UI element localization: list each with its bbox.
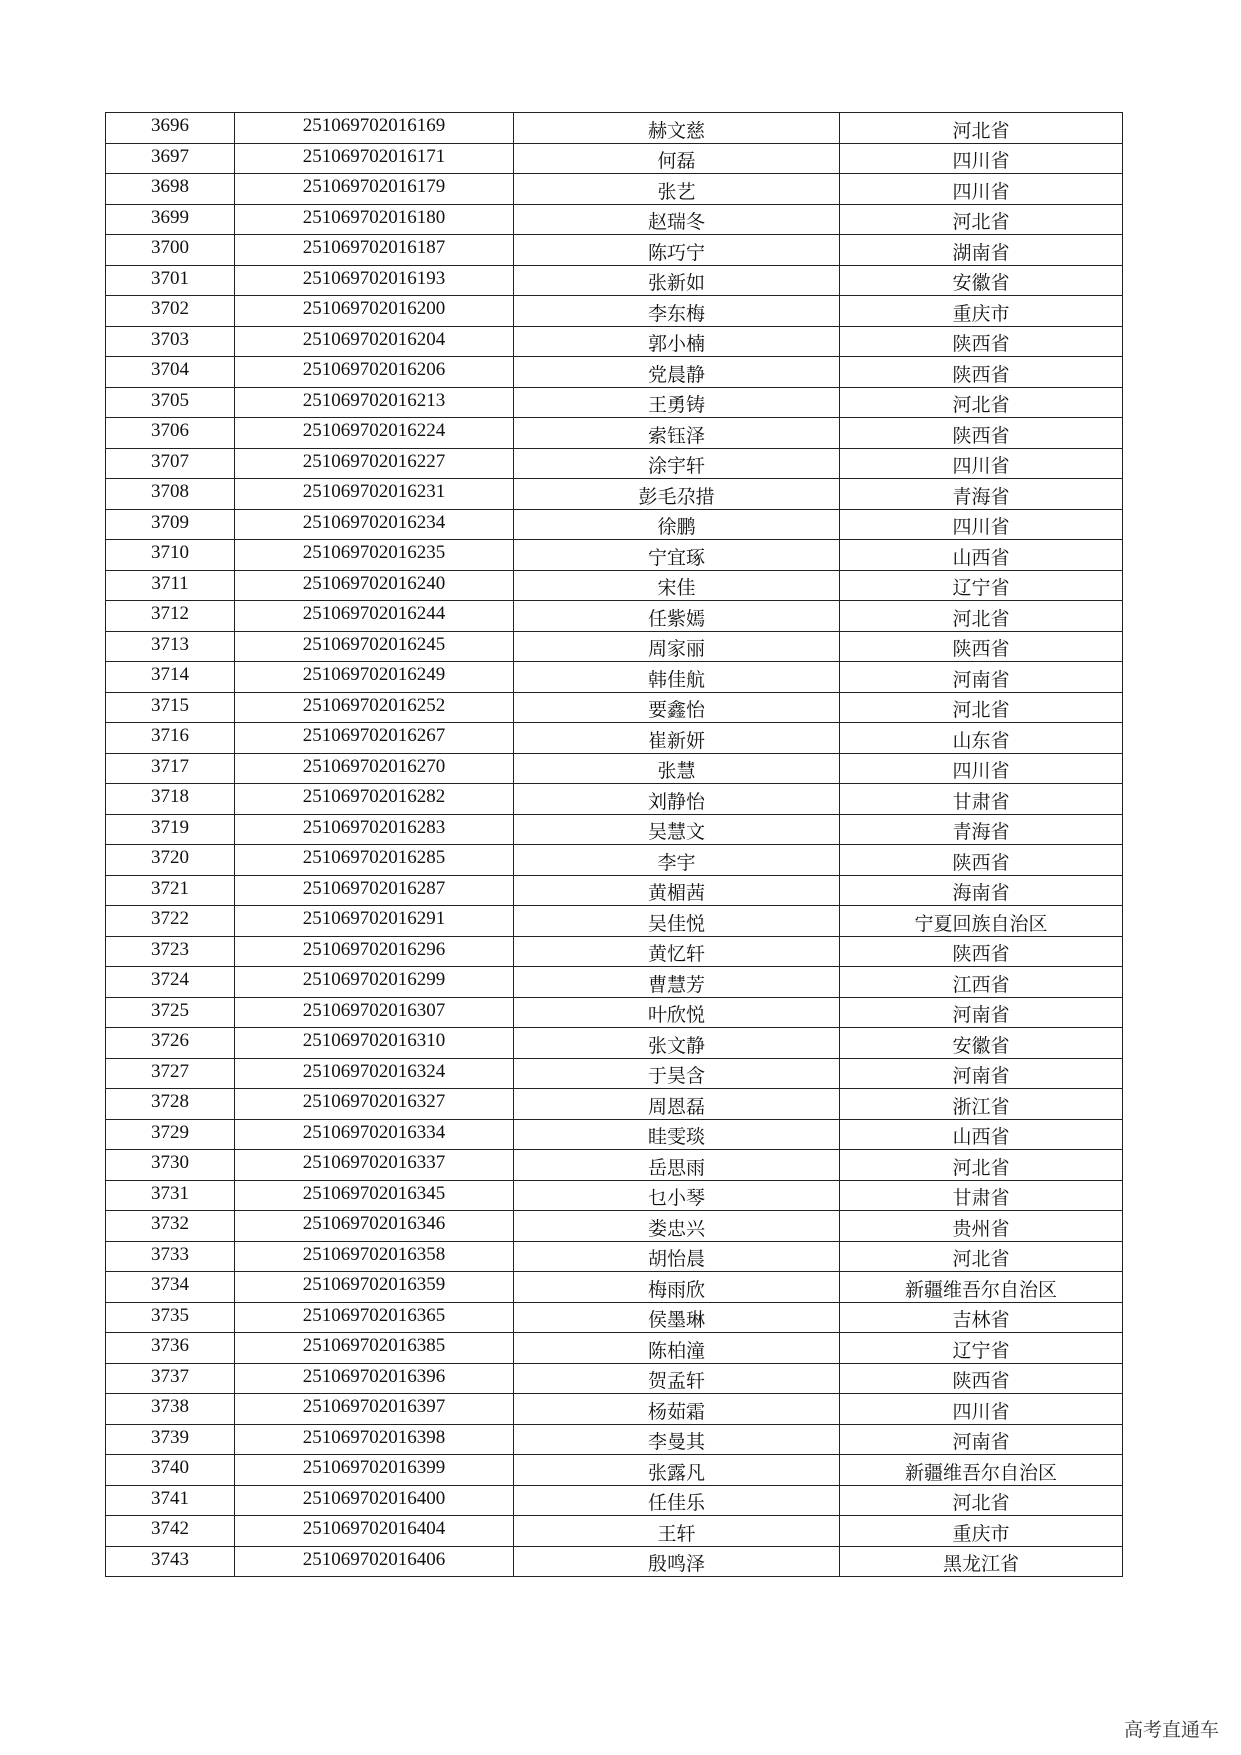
table-row [106, 357, 1123, 388]
province-cell: 贵州省 [840, 1211, 1123, 1242]
candidate-name-cell: 眭雯琰 [514, 1119, 840, 1150]
candidate-name-cell: 殷鸣泽 [514, 1546, 840, 1577]
exam-id-cell: 251069702016397 [235, 1394, 514, 1425]
candidate-name-cell: 娄忠兴 [514, 1211, 840, 1242]
row-number-cell: 3737 [106, 1363, 235, 1394]
province-cell: 河北省 [840, 1485, 1123, 1516]
table-row [106, 753, 1123, 784]
exam-id-cell: 251069702016359 [235, 1272, 514, 1303]
row-number-cell: 3721 [106, 875, 235, 906]
province-cell: 河南省 [840, 1058, 1123, 1089]
table-row [106, 418, 1123, 449]
exam-id-cell: 251069702016406 [235, 1546, 514, 1577]
exam-id-cell: 251069702016171 [235, 143, 514, 174]
table-row [106, 326, 1123, 357]
table-row [106, 906, 1123, 937]
exam-id-cell: 251069702016385 [235, 1333, 514, 1364]
row-number-cell: 3701 [106, 265, 235, 296]
exam-id-cell: 251069702016235 [235, 540, 514, 571]
province-cell: 青海省 [840, 479, 1123, 510]
table-row [106, 1211, 1123, 1242]
province-cell: 河北省 [840, 692, 1123, 723]
candidate-name-cell: 徐鹏 [514, 509, 840, 540]
table-row [106, 235, 1123, 266]
exam-id-cell: 251069702016399 [235, 1455, 514, 1486]
row-number-cell: 3724 [106, 967, 235, 998]
exam-id-cell: 251069702016244 [235, 601, 514, 632]
row-number-cell: 3740 [106, 1455, 235, 1486]
candidate-name-cell: 黄楣茜 [514, 875, 840, 906]
exam-id-cell: 251069702016231 [235, 479, 514, 510]
table-row [106, 692, 1123, 723]
candidate-name-cell: 张艺 [514, 174, 840, 205]
row-number-cell: 3726 [106, 1028, 235, 1059]
row-number-cell: 3699 [106, 204, 235, 235]
province-cell: 河南省 [840, 1424, 1123, 1455]
row-number-cell: 3722 [106, 906, 235, 937]
province-cell: 河北省 [840, 1241, 1123, 1272]
exam-id-cell: 251069702016240 [235, 570, 514, 601]
table-row [106, 509, 1123, 540]
table-row [106, 784, 1123, 815]
candidate-name-cell: 赵瑞冬 [514, 204, 840, 235]
province-cell: 四川省 [840, 753, 1123, 784]
province-cell: 甘肃省 [840, 1180, 1123, 1211]
province-cell: 吉林省 [840, 1302, 1123, 1333]
candidate-name-cell: 于昊含 [514, 1058, 840, 1089]
row-number-cell: 3712 [106, 601, 235, 632]
candidate-name-cell: 李宇 [514, 845, 840, 876]
row-number-cell: 3710 [106, 540, 235, 571]
row-number-cell: 3702 [106, 296, 235, 327]
candidate-name-cell: 赫文慈 [514, 113, 840, 144]
table-row [106, 631, 1123, 662]
province-cell: 四川省 [840, 174, 1123, 205]
table-row [106, 1363, 1123, 1394]
candidate-name-cell: 吴佳悦 [514, 906, 840, 937]
candidate-name-cell: 吴慧文 [514, 814, 840, 845]
province-cell: 河北省 [840, 601, 1123, 632]
exam-id-cell: 251069702016287 [235, 875, 514, 906]
row-number-cell: 3732 [106, 1211, 235, 1242]
table-row [106, 1455, 1123, 1486]
row-number-cell: 3716 [106, 723, 235, 754]
table-row [106, 1516, 1123, 1547]
province-cell: 重庆市 [840, 296, 1123, 327]
table-row [106, 967, 1123, 998]
exam-id-cell: 251069702016365 [235, 1302, 514, 1333]
candidate-name-cell: 何磊 [514, 143, 840, 174]
province-cell: 四川省 [840, 448, 1123, 479]
row-number-cell: 3739 [106, 1424, 235, 1455]
exam-id-cell: 251069702016296 [235, 936, 514, 967]
row-number-cell: 3734 [106, 1272, 235, 1303]
exam-id-cell: 251069702016334 [235, 1119, 514, 1150]
province-cell: 河北省 [840, 113, 1123, 144]
table-row [106, 1302, 1123, 1333]
exam-id-cell: 251069702016270 [235, 753, 514, 784]
candidate-name-cell: 乜小琴 [514, 1180, 840, 1211]
row-number-cell: 3704 [106, 357, 235, 388]
watermark-text: 高考直通车 [1123, 1719, 1219, 1741]
exam-id-cell: 251069702016398 [235, 1424, 514, 1455]
row-number-cell: 3719 [106, 814, 235, 845]
candidate-name-cell: 黄忆轩 [514, 936, 840, 967]
exam-id-cell: 251069702016200 [235, 296, 514, 327]
exam-id-cell: 251069702016206 [235, 357, 514, 388]
row-number-cell: 3718 [106, 784, 235, 815]
candidate-name-cell: 张慧 [514, 753, 840, 784]
row-number-cell: 3717 [106, 753, 235, 784]
province-cell: 山东省 [840, 723, 1123, 754]
table-row [106, 845, 1123, 876]
table-row [106, 479, 1123, 510]
row-number-cell: 3727 [106, 1058, 235, 1089]
exam-id-cell: 251069702016169 [235, 113, 514, 144]
candidate-name-cell: 彭毛尕措 [514, 479, 840, 510]
table-row [106, 1272, 1123, 1303]
row-number-cell: 3730 [106, 1150, 235, 1181]
exam-id-cell: 251069702016285 [235, 845, 514, 876]
candidate-name-cell: 刘静怡 [514, 784, 840, 815]
row-number-cell: 3711 [106, 570, 235, 601]
table-row [106, 540, 1123, 571]
province-cell: 陕西省 [840, 1363, 1123, 1394]
exam-id-cell: 251069702016282 [235, 784, 514, 815]
province-cell: 新疆维吾尔自治区 [840, 1455, 1123, 1486]
province-cell: 重庆市 [840, 1516, 1123, 1547]
province-cell: 陕西省 [840, 936, 1123, 967]
table-row [106, 1424, 1123, 1455]
exam-id-cell: 251069702016204 [235, 326, 514, 357]
row-number-cell: 3729 [106, 1119, 235, 1150]
row-number-cell: 3715 [106, 692, 235, 723]
exam-id-cell: 251069702016345 [235, 1180, 514, 1211]
candidate-name-cell: 贺孟轩 [514, 1363, 840, 1394]
row-number-cell: 3709 [106, 509, 235, 540]
province-cell: 安徽省 [840, 265, 1123, 296]
row-number-cell: 3731 [106, 1180, 235, 1211]
province-cell: 黑龙江省 [840, 1546, 1123, 1577]
table-row [106, 1546, 1123, 1577]
candidate-name-cell: 王轩 [514, 1516, 840, 1547]
row-number-cell: 3741 [106, 1485, 235, 1516]
candidate-name-cell: 张露凡 [514, 1455, 840, 1486]
table-row [106, 570, 1123, 601]
candidate-name-cell: 宋佳 [514, 570, 840, 601]
candidate-name-cell: 叶欣悦 [514, 997, 840, 1028]
row-number-cell: 3720 [106, 845, 235, 876]
candidate-name-cell: 要鑫怡 [514, 692, 840, 723]
candidate-table [105, 112, 1123, 1577]
exam-id-cell: 251069702016213 [235, 387, 514, 418]
exam-id-cell: 251069702016404 [235, 1516, 514, 1547]
row-number-cell: 3713 [106, 631, 235, 662]
exam-id-cell: 251069702016291 [235, 906, 514, 937]
candidate-name-cell: 涂宇轩 [514, 448, 840, 479]
row-number-cell: 3743 [106, 1546, 235, 1577]
exam-id-cell: 251069702016346 [235, 1211, 514, 1242]
exam-id-cell: 251069702016283 [235, 814, 514, 845]
province-cell: 四川省 [840, 1394, 1123, 1425]
province-cell: 新疆维吾尔自治区 [840, 1272, 1123, 1303]
province-cell: 安徽省 [840, 1028, 1123, 1059]
province-cell: 湖南省 [840, 235, 1123, 266]
candidate-name-cell: 张文静 [514, 1028, 840, 1059]
row-number-cell: 3742 [106, 1516, 235, 1547]
candidate-name-cell: 任紫嫣 [514, 601, 840, 632]
exam-id-cell: 251069702016249 [235, 662, 514, 693]
province-cell: 陕西省 [840, 631, 1123, 662]
candidate-name-cell: 胡怡晨 [514, 1241, 840, 1272]
province-cell: 河南省 [840, 662, 1123, 693]
candidate-table-body [106, 113, 1123, 1577]
province-cell: 青海省 [840, 814, 1123, 845]
exam-id-cell: 251069702016224 [235, 418, 514, 449]
table-row [106, 143, 1123, 174]
province-cell: 四川省 [840, 509, 1123, 540]
table-row [106, 448, 1123, 479]
candidate-name-cell: 王勇铸 [514, 387, 840, 418]
exam-id-cell: 251069702016307 [235, 997, 514, 1028]
row-number-cell: 3703 [106, 326, 235, 357]
row-number-cell: 3735 [106, 1302, 235, 1333]
table-row [106, 1485, 1123, 1516]
exam-id-cell: 251069702016396 [235, 1363, 514, 1394]
province-cell: 河北省 [840, 1150, 1123, 1181]
row-number-cell: 3736 [106, 1333, 235, 1364]
exam-id-cell: 251069702016234 [235, 509, 514, 540]
province-cell: 甘肃省 [840, 784, 1123, 815]
table-row [106, 265, 1123, 296]
candidate-name-cell: 崔新妍 [514, 723, 840, 754]
province-cell: 河南省 [840, 997, 1123, 1028]
exam-id-cell: 251069702016252 [235, 692, 514, 723]
province-cell: 辽宁省 [840, 1333, 1123, 1364]
row-number-cell: 3723 [106, 936, 235, 967]
table-row [106, 601, 1123, 632]
exam-id-cell: 251069702016358 [235, 1241, 514, 1272]
row-number-cell: 3696 [106, 113, 235, 144]
exam-id-cell: 251069702016180 [235, 204, 514, 235]
candidate-name-cell: 韩佳航 [514, 662, 840, 693]
table-row [106, 814, 1123, 845]
row-number-cell: 3697 [106, 143, 235, 174]
row-number-cell: 3698 [106, 174, 235, 205]
province-cell: 辽宁省 [840, 570, 1123, 601]
row-number-cell: 3733 [106, 1241, 235, 1272]
province-cell: 河北省 [840, 387, 1123, 418]
table-row [106, 1028, 1123, 1059]
row-number-cell: 3728 [106, 1089, 235, 1120]
candidate-name-cell: 索钰泽 [514, 418, 840, 449]
candidate-name-cell: 郭小楠 [514, 326, 840, 357]
candidate-name-cell: 张新如 [514, 265, 840, 296]
exam-id-cell: 251069702016245 [235, 631, 514, 662]
candidate-name-cell: 宁宜琢 [514, 540, 840, 571]
table-row [106, 723, 1123, 754]
row-number-cell: 3700 [106, 235, 235, 266]
exam-id-cell: 251069702016193 [235, 265, 514, 296]
table-row [106, 1089, 1123, 1120]
table-row [106, 1119, 1123, 1150]
candidate-name-cell: 陈柏潼 [514, 1333, 840, 1364]
table-row [106, 1150, 1123, 1181]
table-row [106, 1180, 1123, 1211]
exam-id-cell: 251069702016337 [235, 1150, 514, 1181]
province-cell: 海南省 [840, 875, 1123, 906]
province-cell: 浙江省 [840, 1089, 1123, 1120]
table-row [106, 997, 1123, 1028]
candidate-name-cell: 岳思雨 [514, 1150, 840, 1181]
table-row [106, 113, 1123, 144]
province-cell: 山西省 [840, 1119, 1123, 1150]
row-number-cell: 3707 [106, 448, 235, 479]
province-cell: 河北省 [840, 204, 1123, 235]
exam-id-cell: 251069702016324 [235, 1058, 514, 1089]
candidate-name-cell: 陈巧宁 [514, 235, 840, 266]
candidate-name-cell: 任佳乐 [514, 1485, 840, 1516]
table-row [106, 204, 1123, 235]
candidate-name-cell: 曹慧芳 [514, 967, 840, 998]
exam-id-cell: 251069702016267 [235, 723, 514, 754]
table-row [106, 1058, 1123, 1089]
province-cell: 山西省 [840, 540, 1123, 571]
province-cell: 陕西省 [840, 357, 1123, 388]
exam-id-cell: 251069702016179 [235, 174, 514, 205]
row-number-cell: 3725 [106, 997, 235, 1028]
table-row [106, 174, 1123, 205]
exam-id-cell: 251069702016187 [235, 235, 514, 266]
row-number-cell: 3705 [106, 387, 235, 418]
province-cell: 陕西省 [840, 326, 1123, 357]
province-cell: 江西省 [840, 967, 1123, 998]
candidate-name-cell: 党晨静 [514, 357, 840, 388]
exam-id-cell: 251069702016299 [235, 967, 514, 998]
province-cell: 宁夏回族自治区 [840, 906, 1123, 937]
table-row [106, 936, 1123, 967]
row-number-cell: 3706 [106, 418, 235, 449]
province-cell: 四川省 [840, 143, 1123, 174]
exam-id-cell: 251069702016400 [235, 1485, 514, 1516]
table-row [106, 1333, 1123, 1364]
exam-id-cell: 251069702016227 [235, 448, 514, 479]
candidate-name-cell: 侯墨琳 [514, 1302, 840, 1333]
exam-id-cell: 251069702016310 [235, 1028, 514, 1059]
province-cell: 陕西省 [840, 418, 1123, 449]
candidate-name-cell: 李曼其 [514, 1424, 840, 1455]
exam-id-cell: 251069702016327 [235, 1089, 514, 1120]
province-cell: 陕西省 [840, 845, 1123, 876]
row-number-cell: 3708 [106, 479, 235, 510]
candidate-name-cell: 李东梅 [514, 296, 840, 327]
row-number-cell: 3738 [106, 1394, 235, 1425]
table-row [106, 1241, 1123, 1272]
table-row [106, 1394, 1123, 1425]
table-row [106, 296, 1123, 327]
candidate-name-cell: 杨茹霜 [514, 1394, 840, 1425]
row-number-cell: 3714 [106, 662, 235, 693]
candidate-name-cell: 周家丽 [514, 631, 840, 662]
table-row [106, 875, 1123, 906]
table-row [106, 387, 1123, 418]
candidate-name-cell: 周恩磊 [514, 1089, 840, 1120]
candidate-name-cell: 梅雨欣 [514, 1272, 840, 1303]
table-row [106, 662, 1123, 693]
